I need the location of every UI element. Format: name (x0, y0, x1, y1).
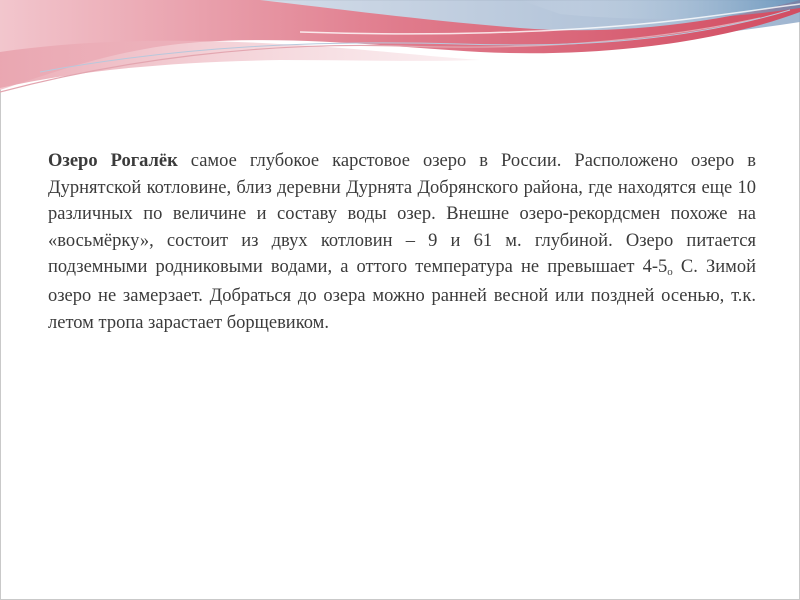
paragraph-text-part-2: С. Зимой озеро не замерзает. Добраться до озера можно ранней весной или поздней осенью, т.к. летом тропа зарастает борщевиком. (48, 257, 756, 333)
lake-name: Озеро Рогалёк (48, 151, 178, 171)
body-paragraph (48, 148, 756, 336)
degree-sign: о (667, 266, 673, 279)
paragraph-text-part-1: самое глубокое карстовое озеро в России. Расположено озеро в Дурнятской котловине, близ деревни Дурнята Добрянского района, где находятся еще 10 различных по величине и составу воды озер. Внешне озеро-рекордсмен похоже на «восьмёрку», состоит из двух котловин – 9 и 61 м. глубиной. Озеро питается подземными родниковыми водами, а оттого температура не превышает 4-5 (48, 151, 757, 278)
decorative-wave-banner (0, 0, 800, 110)
